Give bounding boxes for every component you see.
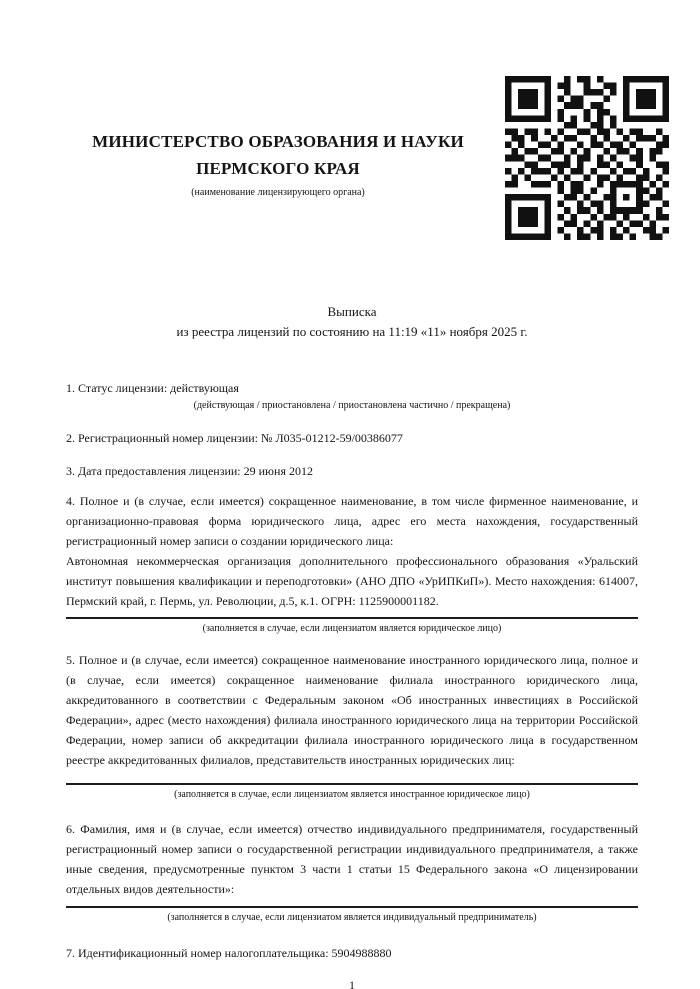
registration-number: 2. Регистрационный номер лицензии: № Л035-01212-59/00386077 xyxy=(66,431,403,445)
foreign-entity-text: 5. Полное и (в случае, если имеется) сокращенное наименование иностранного юридического лица, полное и (в случае, если имеется) сокращенное наименование филиала иностранного юридического лица, аккредитованного в соответствии с Федеральным законом «Об иностранных инвестициях в Российской Федерации», адрес (место нахождения) филиала иностранного юридического лица на территории Российской Федерации, номер записи об аккредитации филиала иностранного юридического лица в государственном реестре аккредитованных филиалов, представительств иностранных юридических лиц: xyxy=(66,653,638,767)
taxpayer-number: 7. Идентификационный номер налогоплательщика: 5904988880 xyxy=(66,946,392,960)
fill-note-entrepreneur: (заполняется в случае, если лицензиатом является индивидуальный предприниматель) xyxy=(167,912,537,923)
foreign-entity-section xyxy=(66,650,638,803)
legal-entity-value: Автономная некоммерческая организация дополнительного профессионального образования «Уральский институт повышения квалификации и переподготовки» (АНО ДПО «УрИПКиП»). Место нахождения: 614007, Пермский край, г. Пермь, ул. Революции, д.5, к.1. ОГРН: 1125900001182. xyxy=(66,554,638,608)
legal-entity-intro: 4. Полное и (в случае, если имеется) сокращенное наименование, в том числе фирменное наименование, и организационно-правовая форма юридического лица, адрес его места нахождения, государственный регистрационный номер записи о создании юридического лица: xyxy=(66,494,638,548)
entrepreneur-text: 6. Фамилия, имя и (в случае, если имеется) отчество индивидуального предпринимателя, государственный регистрационный номер записи о государственной регистрации индивидуального предпринимателя, а также иные сведения, предусмотренные пунктом 3 части 1 статьи 15 Федерального закона «О лицензировании отдельных видов деятельности»: xyxy=(66,822,638,896)
fill-note-foreign-entity: (заполняется в случае, если лицензиатом является иностранное юридическое лицо) xyxy=(174,789,530,800)
items-list xyxy=(66,378,638,963)
document-title-line2: из реестра лицензий по состоянию на 11:19 «11» ноября 2025 г. xyxy=(176,324,528,339)
entrepreneur-section xyxy=(66,819,638,926)
qr-code-icon xyxy=(505,76,669,240)
fill-line-foreign-entity xyxy=(66,783,638,785)
license-status: 1. Статус лицензии: действующая xyxy=(66,381,239,395)
page-number: 1 xyxy=(349,978,355,989)
document-title-line1: Выписка xyxy=(327,304,377,319)
fill-line-legal-entity xyxy=(66,617,638,619)
licensing-authority xyxy=(66,76,490,200)
ministry-name-line1: МИНИСТЕРСТВО ОБРАЗОВАНИЯ И НАУКИ xyxy=(92,132,464,151)
fill-line-entrepreneur xyxy=(66,906,638,908)
fill-note-legal-entity: (заполняется в случае, если лицензиатом является юридическое лицо) xyxy=(202,623,502,634)
licensing-authority-note: (наименование лицензирующего органа) xyxy=(191,187,365,198)
legal-entity-section xyxy=(66,491,638,637)
license-grant-date: 3. Дата предоставления лицензии: 29 июня 2012 xyxy=(66,464,313,478)
ministry-name-line2: ПЕРМСКОГО КРАЯ xyxy=(196,159,360,178)
document-header xyxy=(66,76,638,244)
license-status-options-note: (действующая / приостановлена / приостановлена частично / прекращена) xyxy=(193,400,511,411)
document-title xyxy=(66,302,638,342)
